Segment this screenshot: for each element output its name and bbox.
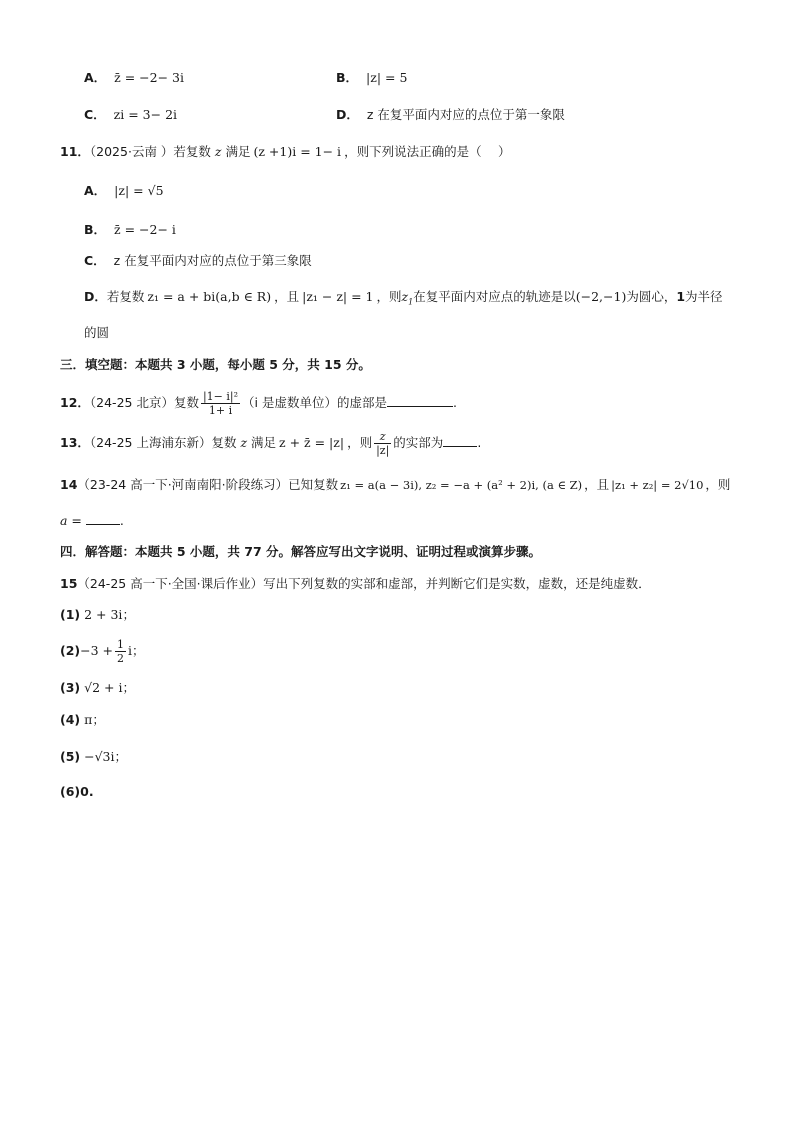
question-number: 12． [60,395,90,410]
stem-text: （i 是虚数单位）的虚部是 [242,395,387,410]
option-math: z₁ = a + bi(a,b ∈ R) [147,289,272,304]
option-label: D． [84,289,107,304]
stem-text: 满足 [225,144,251,159]
item-label: (1) [60,607,81,622]
option-math: z̄ = −2− 3i [114,70,185,85]
item-end: ； [122,680,135,695]
stem-equation: z + z̄ = |z| [279,435,345,450]
option-text: 为圆心， [626,289,677,304]
question-number: 14 [60,477,78,492]
q15-item-3 [60,679,135,697]
option-math: zi = 3− 2i [113,107,178,122]
q11-stem: 11．（2025·云南 ）若复数 z 满足 (z +1)i = 1− i ，则下列说法正确的是（ ） [60,144,511,159]
q11-option-d: D．若复数 z₁ = a + bi(a,b ∈ R) ，且 |z₁ − z| = 1 ，则$z_1$在复平面内对应点的轨迹是以(−2,−1)为圆心，1为半径 [84,289,723,307]
fraction [374,430,391,457]
item-math: π [84,712,93,727]
answer-blank[interactable] [387,393,453,407]
fraction [201,390,240,417]
question-source: （24-25 北京） [89,395,174,410]
item-end: ； [122,607,135,622]
q15-item-1 [60,606,135,624]
answer-blank[interactable] [443,433,477,447]
option-label: C． [84,253,106,268]
stem-math: a = [60,513,82,528]
option-label: D． [336,107,359,122]
option-text: 在复平面内对应点的轨迹是以 [413,289,576,304]
answer-blank[interactable] [86,511,120,525]
option-math: z̄ = −2− i [114,222,176,237]
fraction-denominator: 2 [117,652,124,665]
option-text: 的圆 [84,325,110,340]
question-source: （24-25 高一下·全国·课后作业） [77,576,264,591]
stem-text: 写出下列复数的实部和虚部，并判断它们是实数，虚数，还是纯虚数． [263,576,651,591]
stem-math: z₁ = a(a − 3i), z₂ = −a + (a² + 2)i, (a ∈ Z) [340,478,583,492]
q14-stem-continued [60,511,124,530]
q11-option-a [84,182,164,200]
fraction-denominator: 1+ i [208,404,233,417]
item-end: ； [132,643,145,658]
question-source: （23-24 高一下·河南南阳·阶段练习） [77,477,289,492]
q15-stem [60,575,651,593]
stem-end: . [452,395,457,410]
item-math: 0 [80,784,89,799]
q14-stem [60,476,730,494]
fraction-denominator: |z| [376,444,390,457]
item-end: . [88,784,94,799]
stem-text: ，则 [347,435,373,450]
option-text: 若复数 [106,289,145,304]
stem-text: 的实部为 [393,435,444,450]
q10-option-d [336,106,565,124]
q15-item-6 [60,783,94,801]
item-math: −√3i [84,749,115,764]
q11-option-d-continued [84,324,109,342]
item-math: i [128,643,132,658]
stem-equation: |z₁ + z₂| = 2√10 [611,478,704,492]
option-text: 1 [676,289,686,304]
option-text: z 在复平面内对应的点位于第三象限 [113,253,312,268]
q15-item-2 [60,636,145,666]
stem-end: . [119,513,124,528]
fraction-numerator: |1− i|² [202,390,239,403]
question-source: （24-25 上海浦东新） [89,435,212,450]
q11-option-c [84,252,312,270]
stem-text: ，则下列说法正确的是（ ） [344,144,511,159]
option-text: ，则 [376,289,402,304]
option-math: |z| = √5 [114,183,164,198]
q10-option-a [84,69,184,87]
stem-text: 复数 [173,395,199,410]
item-label: (6) [60,784,81,799]
item-math: 2 + 3i [84,607,123,622]
option-label: A． [84,70,107,85]
item-label: (5) [60,749,81,764]
option-math: |z| = 5 [366,70,408,85]
item-label: (4) [60,712,81,727]
option-math: (−2,−1) [575,289,627,304]
item-label: (2) [60,643,81,658]
question-number: 13． [60,435,90,450]
item-math: −3 + [80,643,113,658]
stem-text: 已知复数 [288,477,339,492]
section-3-heading: 三．填空题：本题共 3 小题，每小题 5 分，共 15 分。 [60,357,371,372]
option-text: z 在复平面内对应的点位于第一象限 [366,107,565,122]
stem-equation: (z +1)i = 1− i [253,144,342,159]
q10-option-b [336,69,407,87]
q15-item-5 [60,748,127,766]
stem-text: ，则 [705,477,731,492]
item-end: ； [114,749,128,764]
question-source: （2025·云南 ） [89,144,174,159]
stem-text: 满足 [251,435,277,450]
fraction [115,638,126,665]
q12-stem [60,388,457,418]
q11-option-b [84,221,176,239]
option-label: A． [84,183,107,198]
option-label: B． [336,70,359,85]
question-number: 15 [60,576,78,591]
item-end: ； [92,712,105,727]
item-label: (3) [60,680,81,695]
option-math: |z₁ − z| = 1 [302,289,374,304]
stem-text: 若复数 [173,144,211,159]
q10-option-c [84,106,177,124]
stem-end: . [477,435,482,450]
question-number: 11． [60,144,90,159]
fraction-numerator: z [374,430,391,444]
option-label: B． [84,222,107,237]
section-4-heading: 四．解答题：本题共 5 小题，共 77 分。解答应写出文字说明、证明过程或演算步骤。 [60,544,542,559]
stem-text: 复数 [211,435,237,450]
q13-stem: 13．（24-25 上海浦东新）复数 z 满足 z + z̄ = |z| ，则 $\frac{z}{|z|}$ 的实部为 . [60,430,482,457]
option-label: C． [84,107,106,122]
item-math: √2 + i [84,680,123,695]
fraction-numerator: 1 [117,638,124,651]
q15-item-4 [60,711,105,729]
option-text: ，且 [274,289,300,304]
option-text: 为半径 [685,289,723,304]
stem-text: ，且 [584,477,610,492]
